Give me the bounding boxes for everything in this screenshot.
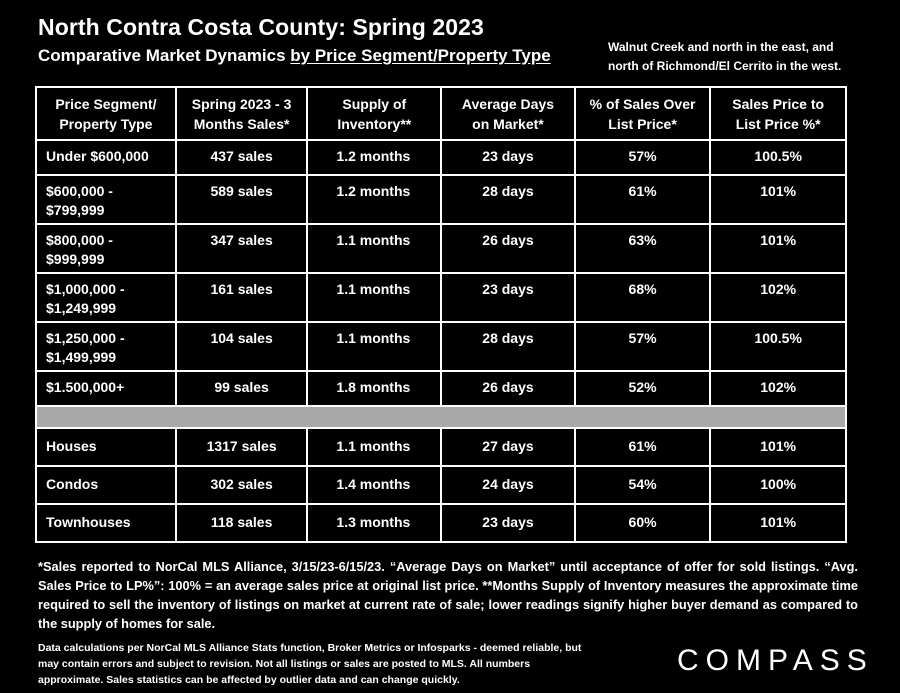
table-row — [36, 371, 846, 406]
subtitle-underlined: by Price Segment/Property Type — [290, 46, 551, 65]
days-on-market-cell: 23 days — [441, 140, 575, 175]
segment-cell — [36, 371, 176, 406]
sales-cell: 302 sales — [176, 466, 308, 504]
separator-row — [36, 406, 846, 428]
column-header-line: on Market* — [472, 115, 544, 132]
column-header — [710, 87, 846, 140]
column-header-line: Price Segment/ — [55, 95, 157, 112]
column-header — [307, 87, 441, 140]
segment-line: Townhouses — [46, 514, 131, 530]
price-ratio-cell: 101% — [710, 224, 846, 273]
segment-cell — [36, 140, 176, 175]
days-on-market-cell: 23 days — [441, 273, 575, 322]
segment-line: Condos — [46, 476, 99, 492]
sales-cell: 104 sales — [176, 322, 308, 371]
table-row — [36, 504, 846, 542]
segment-cell — [36, 273, 176, 322]
table-row — [36, 224, 846, 273]
price-ratio-cell: 101% — [710, 504, 846, 542]
days-on-market-cell: 26 days — [441, 224, 575, 273]
segment-line: $1,000,000 - — [46, 281, 125, 297]
column-header-line: Spring 2023 - 3 — [191, 95, 292, 112]
days-on-market-cell: 28 days — [441, 322, 575, 371]
supply-cell: 1.1 months — [307, 322, 441, 371]
separator-cell — [36, 406, 846, 428]
price-ratio-cell: 100.5% — [710, 140, 846, 175]
header-row — [36, 87, 846, 140]
segment-cell — [36, 428, 176, 466]
over-list-cell: 61% — [575, 175, 711, 224]
over-list-cell: 60% — [575, 504, 711, 542]
days-on-market-cell: 24 days — [441, 466, 575, 504]
days-on-market-cell: 28 days — [441, 175, 575, 224]
days-on-market-cell: 26 days — [441, 371, 575, 406]
column-header-line: Property Type — [59, 115, 153, 132]
supply-cell: 1.8 months — [307, 371, 441, 406]
supply-cell: 1.1 months — [307, 224, 441, 273]
page-subtitle — [38, 46, 551, 66]
column-header-line: Months Sales* — [193, 115, 290, 132]
segment-line: $800,000 - — [46, 232, 113, 248]
column-header — [441, 87, 575, 140]
over-list-cell: 52% — [575, 371, 711, 406]
segment-line: Houses — [46, 438, 97, 454]
column-header — [176, 87, 308, 140]
over-list-cell: 68% — [575, 273, 711, 322]
over-list-cell: 54% — [575, 466, 711, 504]
days-on-market-cell: 27 days — [441, 428, 575, 466]
table-row — [36, 175, 846, 224]
page-title: North Contra Costa County: Spring 2023 — [38, 14, 484, 40]
column-header-line: Supply of — [342, 95, 407, 112]
column-header — [36, 87, 176, 140]
segment-cell — [36, 175, 176, 224]
sales-cell: 118 sales — [176, 504, 308, 542]
sales-cell: 437 sales — [176, 140, 308, 175]
price-ratio-cell: 101% — [710, 428, 846, 466]
column-header — [575, 87, 711, 140]
market-table — [35, 86, 847, 543]
table-row — [36, 466, 846, 504]
sales-cell: 161 sales — [176, 273, 308, 322]
table-row — [36, 140, 846, 175]
segment-cell — [36, 224, 176, 273]
over-list-cell: 61% — [575, 428, 711, 466]
days-on-market-cell: 23 days — [441, 504, 575, 542]
sales-cell: 99 sales — [176, 371, 308, 406]
sales-cell: 1317 sales — [176, 428, 308, 466]
segment-cell — [36, 322, 176, 371]
region-note — [608, 38, 841, 76]
footnote: *Sales reported to NorCal MLS Alliance, 3/15/23-6/15/23. “Average Days on Market” until acceptance of offer for sold listings. “Avg. Sales Price to LP%”: 100% = an average sales price at original list price. **Months Supply of Inventory measures the approximate time required to sell the inventory of listings on market at current rate of sale; lower readings signify higher buyer demand as compared to the supply of homes for sale. — [38, 559, 858, 631]
table-row — [36, 428, 846, 466]
over-list-cell: 57% — [575, 140, 711, 175]
sales-cell: 347 sales — [176, 224, 308, 273]
subtitle-prefix: Comparative Market Dynamics — [38, 46, 291, 65]
segment-line: $1,499,999 — [46, 349, 117, 365]
supply-cell: 1.4 months — [307, 466, 441, 504]
segment-line: $999,999 — [46, 251, 105, 267]
supply-cell: 1.2 months — [307, 175, 441, 224]
supply-cell: 1.1 months — [307, 273, 441, 322]
column-header-line: Average Days — [461, 95, 555, 112]
over-list-cell: 63% — [575, 224, 711, 273]
segment-line: $600,000 - — [46, 183, 113, 199]
segment-line: $1,250,000 - — [46, 330, 125, 346]
over-list-cell: 57% — [575, 322, 711, 371]
table-row — [36, 273, 846, 322]
price-ratio-cell: 101% — [710, 175, 846, 224]
column-header-line: Sales Price to — [732, 95, 825, 112]
sales-cell: 589 sales — [176, 175, 308, 224]
column-header-line: % of Sales Over — [589, 95, 696, 112]
supply-cell: 1.3 months — [307, 504, 441, 542]
column-header-line: List Price %* — [735, 115, 821, 132]
price-ratio-cell: 102% — [710, 371, 846, 406]
segment-cell — [36, 466, 176, 504]
price-ratio-cell: 100.5% — [710, 322, 846, 371]
segment-cell — [36, 504, 176, 542]
price-ratio-cell: 102% — [710, 273, 846, 322]
compass-logo: COMPASS — [677, 644, 874, 677]
region-line-2: north of Richmond/El Cerrito in the west. — [608, 59, 842, 73]
price-ratio-cell: 100% — [710, 466, 846, 504]
segment-line: $799,999 — [46, 202, 105, 218]
region-line-1: Walnut Creek and north in the east, and — [608, 40, 834, 54]
disclaimer: Data calculations per NorCal MLS Alliance Stats function, Broker Metrics or Infosparks - deemed reliable, but may contain errors and subject to revision. Not all listings or sales are posted to MLS. All numbers approximate. Sales statistics can be affected by outlier data and can change quickly. — [38, 642, 582, 686]
column-header-line: List Price* — [608, 115, 677, 132]
supply-cell: 1.2 months — [307, 140, 441, 175]
segment-line: $1.500,000+ — [46, 379, 125, 395]
segment-line: $1,249,999 — [46, 300, 117, 316]
supply-cell: 1.1 months — [307, 428, 441, 466]
column-header-line: Inventory** — [337, 115, 412, 132]
segment-line: Under $600,000 — [46, 148, 149, 164]
table-row — [36, 322, 846, 371]
